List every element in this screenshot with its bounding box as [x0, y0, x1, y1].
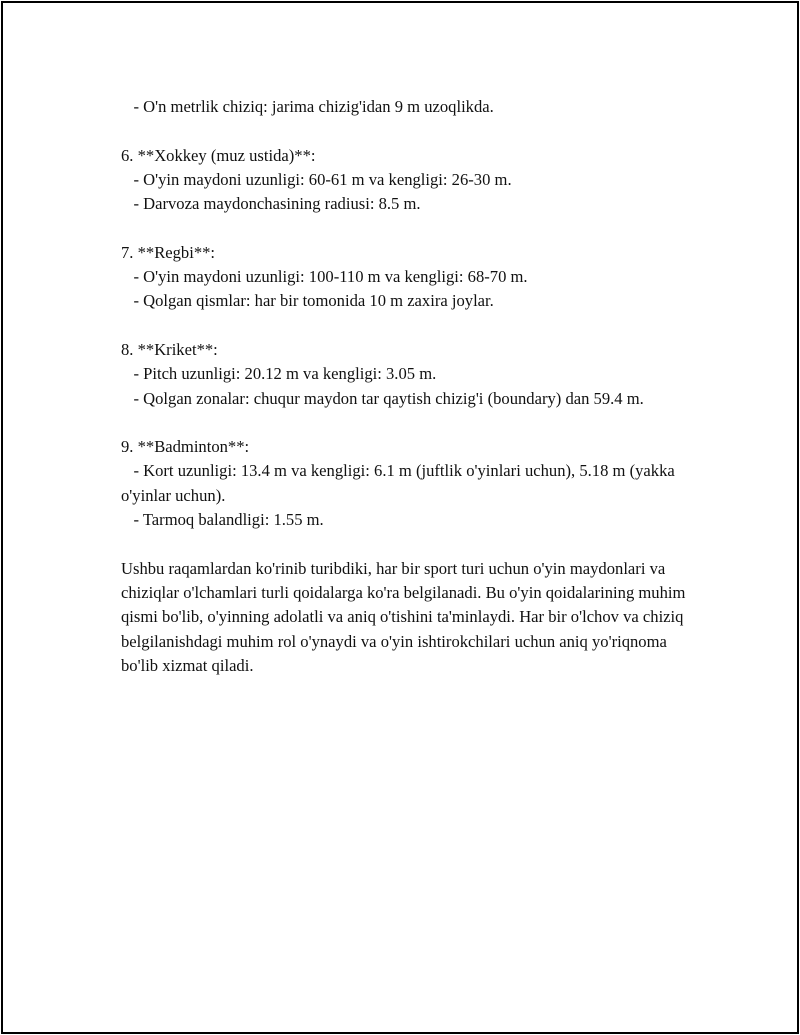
section-heading: 6. **Xokkey (muz ustida)**: — [121, 145, 316, 165]
page-frame — [1, 1, 799, 1034]
list-item: - Kort uzunligi: 13.4 m va kengligi: 6.1 m (juftlik o'yinlari uchun), 5.18 m (yakka o'yinlar uchun). — [121, 461, 679, 505]
list-item: - Qolgan zonalar: chuqur maydon tar qaytish chizig'i (boundary) dan 59.4 m. — [121, 388, 644, 408]
list-item: - Pitch uzunligi: 20.12 m va kengligi: 3.05 m. — [121, 364, 437, 384]
blank-line — [121, 314, 686, 338]
conclusion-paragraph: Ushbu raqamlardan ko'rinib turibdiki, har bir sport turi uchun o'yin maydonlari va chiziqlar o'lchamlari turli qoidalarga ko'ra belgilanadi. Bu o'yin qoidalarining muhim qismi bo'lib, o'yinning adolatli va aniq o'tishini ta'minlaydi. Har bir o'lchov va chiziq belgilanishdagi muhim rol o'ynaydi va o'yin ishtirokchilari uchun aniq yo'riqnoma bo'lib xizmat qiladi. — [121, 558, 686, 675]
section-badminton — [121, 435, 686, 532]
section-heading: 9. **Badminton**: — [121, 437, 250, 457]
document-body — [121, 95, 686, 678]
list-item: - O'yin maydoni uzunligi: 60-61 m va kengligi: 26-30 m. — [121, 169, 512, 189]
intro-list-item: - O'n metrlik chiziq: jarima chizig'idan 9 m uzoqlikda. — [121, 97, 494, 116]
blank-line — [121, 532, 686, 556]
list-item: - Qolgan qismlar: har bir tomonida 10 m zaxira joylar. — [121, 291, 494, 311]
section-heading: 7. **Regbi**: — [121, 242, 216, 262]
blank-line — [121, 216, 686, 240]
list-item: - O'yin maydoni uzunligi: 100-110 m va kengligi: 68-70 m. — [121, 267, 528, 287]
blank-line — [121, 119, 686, 143]
list-item: - Tarmoq balandligi: 1.55 m. — [121, 510, 324, 530]
section-cricket — [121, 338, 686, 411]
blank-line — [121, 411, 686, 435]
section-hockey — [121, 144, 686, 217]
section-rugby — [121, 241, 686, 314]
section-heading: 8. **Kriket**: — [121, 339, 218, 359]
list-item: - Darvoza maydonchasining radiusi: 8.5 m. — [121, 194, 421, 214]
